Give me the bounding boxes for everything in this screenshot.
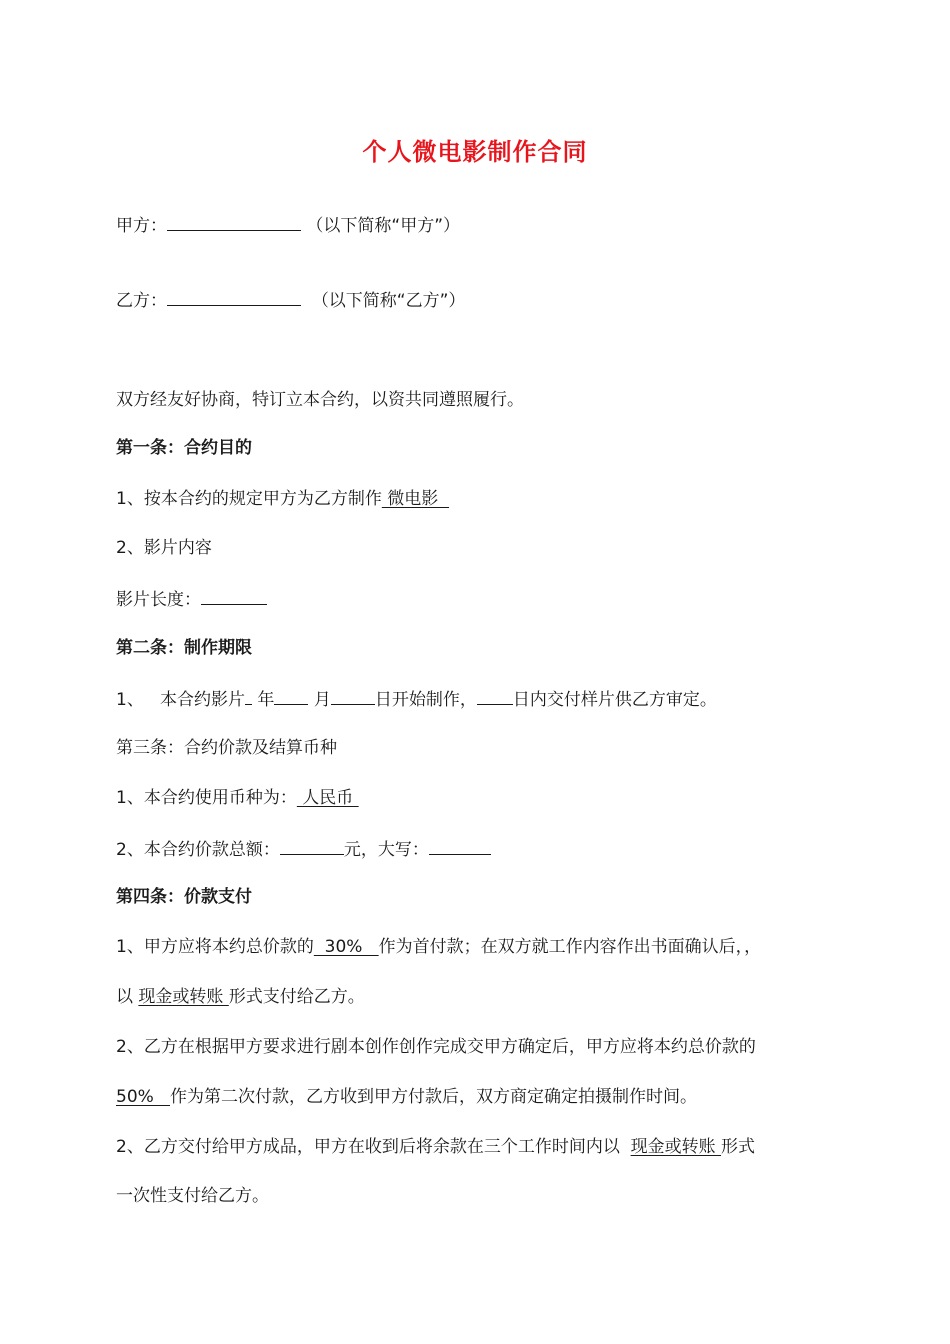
final-payment-method: 现金或转账 [630,1137,722,1157]
article4-item2-cont [116,1085,697,1109]
article3-item2 [116,836,491,862]
article2-text-e: 日内交付样片供乙方审定。 [512,690,717,710]
article1-heading: 第一条：合约目的 [116,438,252,458]
article4-item1-text-c: 以 [116,987,139,1007]
party-b-line [116,287,465,313]
article3-item1-text: 1、本合约使用币种为： [116,788,297,808]
article4-item2-text-b: 作为第二次付款，乙方收到甲方付款后，双方商定确定拍摄制作时间。 [170,1087,697,1107]
article4-item1-cont [116,985,365,1009]
article3-item2-text: 2、本合约价款总额： [116,840,280,860]
party-a-line [116,212,460,238]
article4-item1-text-b: 作为首付款；在双方就工作内容作出书面确认后，， [378,937,762,957]
intro-text: 双方经友好协商，特订立本合约，以资共同遵照履行。 [116,390,524,410]
article3-heading: 第三条：合约价款及结算币种 [116,738,337,758]
article4-item3-text-a: 2、乙方交付给甲方成品，甲方在收到后将余款在三个工作时间内以 [116,1137,631,1157]
article1-item1 [116,487,449,511]
party-a-label: 甲方： [116,216,167,236]
amount-words-blank [429,836,491,855]
article4-item2: 2、乙方在根据甲方要求进行剧本创作创作完成交甲方确定后，甲方应将本约总价款的 [116,1037,756,1057]
party-a-blank [167,212,301,231]
article2-text-c: 月 [308,690,331,710]
film-length-line [116,586,267,612]
party-b-suffix: （以下简称“乙方”） [311,291,466,311]
article2-item1 [116,686,717,712]
article1-item1-value: 微电影 [381,489,450,509]
first-payment-method: 现金或转账 [138,987,229,1007]
article1-item2: 2、影片内容 [116,538,212,558]
year-blank [245,686,252,705]
article1-item1-text: 1、按本合约的规定甲方为乙方制作 [116,489,382,509]
month-blank [274,686,308,705]
party-a-suffix: （以下简称“甲方”） [306,216,461,236]
film-length-blank [201,586,267,605]
amount-blank [280,836,344,855]
article4-item3-cont: 一次性支付给乙方。 [116,1186,269,1206]
article4-item3-text-b: 形式 [721,1137,756,1157]
currency-value: 人民币 [296,788,359,808]
article2-text-a: 1、 本合约影片 [116,690,246,710]
article3-item1 [116,786,359,810]
article4-item1-text-d: 形式支付给乙方。 [228,987,365,1007]
article2-text-b: 年 [252,690,275,710]
first-payment-percent: 30% [313,937,379,957]
second-payment-percent: 50% [116,1087,170,1107]
article2-heading: 第二条：制作期限 [116,638,252,658]
film-length-label: 影片长度： [116,590,201,610]
article4-item1-text-a: 1、甲方应将本约总价款的 [116,937,314,957]
contract-title: 个人微电影制作合同 [362,138,588,166]
day-blank [331,686,375,705]
article3-item2-mid: 元，大写： [343,840,429,860]
party-b-blank [167,287,301,306]
party-b-label: 乙方： [116,291,167,311]
article4-item3 [116,1135,755,1159]
days-blank [477,686,513,705]
article4-item1 [116,935,761,959]
article4-heading: 第四条：价款支付 [116,887,252,907]
article2-text-d: 日开始制作， [374,690,477,710]
